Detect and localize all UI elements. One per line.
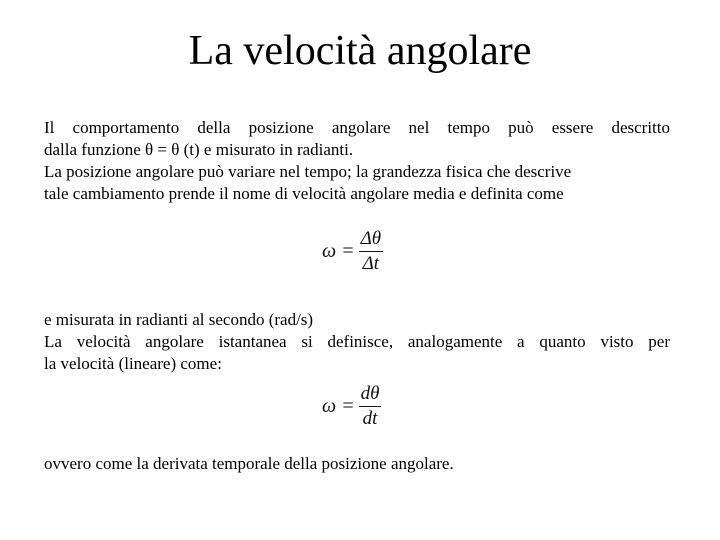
text-line: Il comportamento della posizione angolare nel tempo può essere descritto bbox=[44, 118, 670, 137]
text-line: ovvero come la derivata temporale della posizione angolare. bbox=[44, 454, 454, 473]
formula-fraction bbox=[359, 383, 382, 430]
paragraph-definition bbox=[44, 117, 670, 205]
text-line: la velocità (lineare) come: bbox=[44, 354, 222, 373]
formula-instantaneous-angular-velocity bbox=[322, 383, 381, 430]
formula-lhs: ω = bbox=[322, 395, 355, 417]
paragraph-instantaneous bbox=[44, 309, 670, 375]
formula-fraction bbox=[359, 228, 383, 275]
formula-denominator: Δt bbox=[362, 253, 380, 274]
text-line: La velocità angolare istantanea si definisce, analogamente a quanto visto per bbox=[44, 332, 670, 351]
paragraph-conclusion bbox=[44, 453, 670, 475]
formula-numerator: dθ bbox=[359, 383, 382, 407]
slide-title: La velocità angolare bbox=[188, 28, 532, 74]
text-line: e misurata in radianti al secondo (rad/s) bbox=[44, 310, 314, 329]
formula-denominator: dt bbox=[362, 408, 378, 429]
text-line: dalla funzione θ = θ (t) e misurato in radianti. bbox=[44, 140, 354, 159]
text-line: tale cambiamento prende il nome di velocità angolare media e definita come bbox=[44, 184, 564, 203]
formula-average-angular-velocity bbox=[322, 228, 383, 275]
text-line: La posizione angolare può variare nel tempo; la grandezza fisica che descrive bbox=[44, 162, 572, 181]
formula-lhs: ω = bbox=[322, 240, 355, 262]
formula-numerator: Δθ bbox=[359, 228, 383, 252]
